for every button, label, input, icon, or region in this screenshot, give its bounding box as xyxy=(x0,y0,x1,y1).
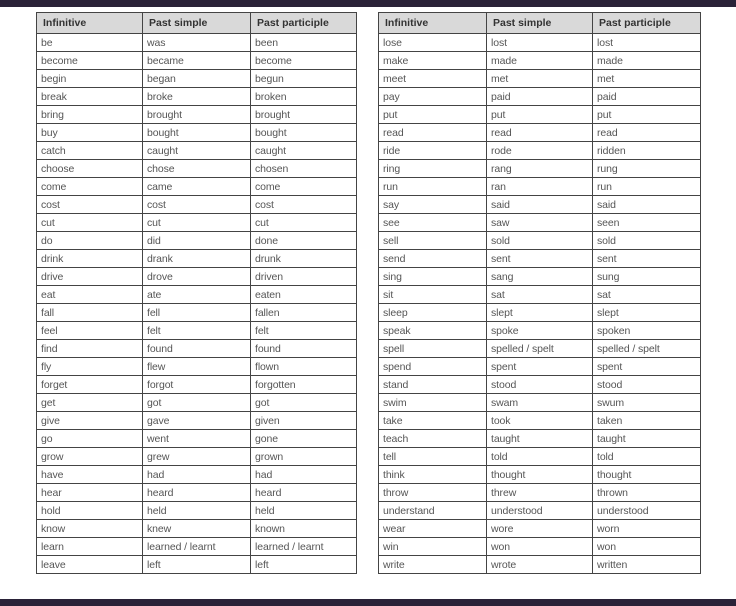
past-participle-cell: broken xyxy=(251,88,357,106)
table-row xyxy=(379,304,701,322)
table-row xyxy=(379,232,701,250)
past-simple-cell: spelled / spelt xyxy=(487,340,593,358)
table-header-row xyxy=(37,13,357,34)
infinitive-cell: cost xyxy=(37,196,143,214)
table-row xyxy=(37,160,357,178)
infinitive-cell: spell xyxy=(379,340,487,358)
past-simple-cell: bought xyxy=(143,124,251,142)
infinitive-cell: win xyxy=(379,538,487,556)
infinitive-cell: hear xyxy=(37,484,143,502)
past-simple-cell: had xyxy=(143,466,251,484)
past-simple-cell: rang xyxy=(487,160,593,178)
past-participle-cell: been xyxy=(251,34,357,52)
table-row xyxy=(37,430,357,448)
past-participle-cell: grown xyxy=(251,448,357,466)
past-participle-cell: said xyxy=(593,196,701,214)
table-row xyxy=(37,376,357,394)
past-participle-cell: begun xyxy=(251,70,357,88)
infinitive-cell: cut xyxy=(37,214,143,232)
table-row xyxy=(379,250,701,268)
past-simple-cell: left xyxy=(143,556,251,574)
table-row xyxy=(379,448,701,466)
infinitive-cell: get xyxy=(37,394,143,412)
past-participle-cell: swum xyxy=(593,394,701,412)
infinitive-cell: lose xyxy=(379,34,487,52)
infinitive-cell: sell xyxy=(379,232,487,250)
infinitive-cell: teach xyxy=(379,430,487,448)
past-simple-cell: made xyxy=(487,52,593,70)
past-participle-cell: sent xyxy=(593,250,701,268)
table-row xyxy=(37,448,357,466)
past-participle-cell: become xyxy=(251,52,357,70)
table-row xyxy=(379,520,701,538)
past-participle-cell: gone xyxy=(251,430,357,448)
infinitive-cell: choose xyxy=(37,160,143,178)
infinitive-cell: take xyxy=(379,412,487,430)
table-row xyxy=(379,358,701,376)
infinitive-cell: read xyxy=(379,124,487,142)
table-row xyxy=(37,286,357,304)
infinitive-cell: sleep xyxy=(379,304,487,322)
table-row xyxy=(379,196,701,214)
past-simple-cell: read xyxy=(487,124,593,142)
past-simple-cell: sat xyxy=(487,286,593,304)
past-simple-cell: felt xyxy=(143,322,251,340)
past-simple-cell: saw xyxy=(487,214,593,232)
table-row xyxy=(37,466,357,484)
table-row xyxy=(37,178,357,196)
infinitive-cell: tell xyxy=(379,448,487,466)
table-row xyxy=(37,412,357,430)
past-participle-cell: spoken xyxy=(593,322,701,340)
table-row xyxy=(379,412,701,430)
irregular-verbs-table-right xyxy=(378,12,701,574)
past-participle-cell: thought xyxy=(593,466,701,484)
past-participle-cell: won xyxy=(593,538,701,556)
past-simple-cell: wrote xyxy=(487,556,593,574)
infinitive-cell: spend xyxy=(379,358,487,376)
infinitive-cell: think xyxy=(379,466,487,484)
past-simple-cell: drove xyxy=(143,268,251,286)
table-row xyxy=(37,538,357,556)
table-row xyxy=(379,214,701,232)
past-participle-cell: felt xyxy=(251,322,357,340)
past-participle-cell: thrown xyxy=(593,484,701,502)
past-participle-cell: slept xyxy=(593,304,701,322)
infinitive-cell: come xyxy=(37,178,143,196)
infinitive-cell: give xyxy=(37,412,143,430)
header-past-simple: Past simple xyxy=(143,13,251,34)
table-row xyxy=(379,376,701,394)
infinitive-cell: fly xyxy=(37,358,143,376)
table-row xyxy=(37,340,357,358)
infinitive-cell: go xyxy=(37,430,143,448)
infinitive-cell: wear xyxy=(379,520,487,538)
past-simple-cell: put xyxy=(487,106,593,124)
past-participle-cell: spent xyxy=(593,358,701,376)
infinitive-cell: write xyxy=(379,556,487,574)
past-participle-cell: chosen xyxy=(251,160,357,178)
past-simple-cell: cut xyxy=(143,214,251,232)
infinitive-cell: leave xyxy=(37,556,143,574)
infinitive-cell: break xyxy=(37,88,143,106)
past-simple-cell: met xyxy=(487,70,593,88)
past-simple-cell: flew xyxy=(143,358,251,376)
past-simple-cell: became xyxy=(143,52,251,70)
past-simple-cell: swam xyxy=(487,394,593,412)
table-row xyxy=(37,484,357,502)
infinitive-cell: hold xyxy=(37,502,143,520)
past-participle-cell: ridden xyxy=(593,142,701,160)
past-participle-cell: got xyxy=(251,394,357,412)
past-participle-cell: caught xyxy=(251,142,357,160)
past-participle-cell: cost xyxy=(251,196,357,214)
past-participle-cell: cut xyxy=(251,214,357,232)
table-row xyxy=(379,268,701,286)
infinitive-cell: sit xyxy=(379,286,487,304)
table-row xyxy=(379,502,701,520)
table-row xyxy=(379,484,701,502)
past-participle-cell: understood xyxy=(593,502,701,520)
past-simple-cell: held xyxy=(143,502,251,520)
past-simple-cell: was xyxy=(143,34,251,52)
past-participle-cell: driven xyxy=(251,268,357,286)
past-participle-cell: left xyxy=(251,556,357,574)
past-simple-cell: won xyxy=(487,538,593,556)
irregular-verbs-page xyxy=(0,7,736,599)
past-participle-cell: made xyxy=(593,52,701,70)
infinitive-cell: send xyxy=(379,250,487,268)
table-row xyxy=(37,34,357,52)
header-infinitive: Infinitive xyxy=(37,13,143,34)
infinitive-cell: ride xyxy=(379,142,487,160)
infinitive-cell: fall xyxy=(37,304,143,322)
past-simple-cell: drank xyxy=(143,250,251,268)
infinitive-cell: put xyxy=(379,106,487,124)
past-simple-cell: understood xyxy=(487,502,593,520)
past-participle-cell: taken xyxy=(593,412,701,430)
past-participle-cell: held xyxy=(251,502,357,520)
past-participle-cell: read xyxy=(593,124,701,142)
past-simple-cell: took xyxy=(487,412,593,430)
past-participle-cell: fallen xyxy=(251,304,357,322)
table-row xyxy=(379,70,701,88)
table-row xyxy=(379,430,701,448)
past-simple-cell: rode xyxy=(487,142,593,160)
infinitive-cell: stand xyxy=(379,376,487,394)
header-past-participle: Past participle xyxy=(593,13,701,34)
table-row xyxy=(379,178,701,196)
past-participle-cell: done xyxy=(251,232,357,250)
infinitive-cell: pay xyxy=(379,88,487,106)
table-row xyxy=(379,538,701,556)
past-participle-cell: brought xyxy=(251,106,357,124)
past-participle-cell: forgotten xyxy=(251,376,357,394)
header-past-participle: Past participle xyxy=(251,13,357,34)
table-row xyxy=(37,232,357,250)
past-simple-cell: began xyxy=(143,70,251,88)
past-participle-cell: sold xyxy=(593,232,701,250)
infinitive-cell: know xyxy=(37,520,143,538)
table-row xyxy=(379,322,701,340)
past-participle-cell: found xyxy=(251,340,357,358)
past-simple-cell: brought xyxy=(143,106,251,124)
past-simple-cell: heard xyxy=(143,484,251,502)
past-simple-cell: ran xyxy=(487,178,593,196)
infinitive-cell: be xyxy=(37,34,143,52)
infinitive-cell: say xyxy=(379,196,487,214)
past-participle-cell: stood xyxy=(593,376,701,394)
infinitive-cell: begin xyxy=(37,70,143,88)
infinitive-cell: sing xyxy=(379,268,487,286)
past-simple-cell: forgot xyxy=(143,376,251,394)
infinitive-cell: bring xyxy=(37,106,143,124)
past-simple-cell: lost xyxy=(487,34,593,52)
table-row xyxy=(37,520,357,538)
table-row xyxy=(37,358,357,376)
infinitive-cell: ring xyxy=(379,160,487,178)
table-row xyxy=(37,106,357,124)
table-row xyxy=(37,304,357,322)
infinitive-cell: meet xyxy=(379,70,487,88)
past-participle-cell: given xyxy=(251,412,357,430)
infinitive-cell: see xyxy=(379,214,487,232)
past-simple-cell: wore xyxy=(487,520,593,538)
table-row xyxy=(379,88,701,106)
table-row xyxy=(37,394,357,412)
past-simple-cell: learned / learnt xyxy=(143,538,251,556)
past-simple-cell: grew xyxy=(143,448,251,466)
past-participle-cell: drunk xyxy=(251,250,357,268)
past-participle-cell: written xyxy=(593,556,701,574)
past-simple-cell: said xyxy=(487,196,593,214)
past-simple-cell: went xyxy=(143,430,251,448)
table-row xyxy=(379,124,701,142)
past-participle-cell: come xyxy=(251,178,357,196)
past-simple-cell: knew xyxy=(143,520,251,538)
infinitive-cell: find xyxy=(37,340,143,358)
past-simple-cell: told xyxy=(487,448,593,466)
table-row xyxy=(37,196,357,214)
table-row xyxy=(379,394,701,412)
past-participle-cell: spelled / spelt xyxy=(593,340,701,358)
past-participle-cell: told xyxy=(593,448,701,466)
infinitive-cell: speak xyxy=(379,322,487,340)
infinitive-cell: forget xyxy=(37,376,143,394)
past-participle-cell: known xyxy=(251,520,357,538)
infinitive-cell: eat xyxy=(37,286,143,304)
table-row xyxy=(37,124,357,142)
past-simple-cell: caught xyxy=(143,142,251,160)
table-row xyxy=(37,88,357,106)
table-row xyxy=(37,142,357,160)
past-simple-cell: did xyxy=(143,232,251,250)
infinitive-cell: catch xyxy=(37,142,143,160)
past-participle-cell: bought xyxy=(251,124,357,142)
past-simple-cell: broke xyxy=(143,88,251,106)
infinitive-cell: run xyxy=(379,178,487,196)
past-simple-cell: ate xyxy=(143,286,251,304)
past-participle-cell: run xyxy=(593,178,701,196)
table-row xyxy=(37,214,357,232)
past-simple-cell: came xyxy=(143,178,251,196)
table-row xyxy=(379,142,701,160)
past-participle-cell: learned / learnt xyxy=(251,538,357,556)
past-simple-cell: threw xyxy=(487,484,593,502)
infinitive-cell: feel xyxy=(37,322,143,340)
past-simple-cell: sent xyxy=(487,250,593,268)
past-participle-cell: eaten xyxy=(251,286,357,304)
past-participle-cell: met xyxy=(593,70,701,88)
table-header-row xyxy=(379,13,701,34)
table-row xyxy=(37,52,357,70)
past-simple-cell: spent xyxy=(487,358,593,376)
past-participle-cell: had xyxy=(251,466,357,484)
past-simple-cell: slept xyxy=(487,304,593,322)
past-simple-cell: cost xyxy=(143,196,251,214)
past-simple-cell: spoke xyxy=(487,322,593,340)
past-participle-cell: taught xyxy=(593,430,701,448)
header-infinitive: Infinitive xyxy=(379,13,487,34)
table-row xyxy=(379,340,701,358)
infinitive-cell: learn xyxy=(37,538,143,556)
table-row xyxy=(379,34,701,52)
past-simple-cell: paid xyxy=(487,88,593,106)
past-participle-cell: heard xyxy=(251,484,357,502)
past-simple-cell: fell xyxy=(143,304,251,322)
table-row xyxy=(379,106,701,124)
infinitive-cell: drive xyxy=(37,268,143,286)
past-simple-cell: got xyxy=(143,394,251,412)
table-row xyxy=(379,466,701,484)
infinitive-cell: make xyxy=(379,52,487,70)
irregular-verbs-table-left xyxy=(36,12,357,574)
past-simple-cell: sold xyxy=(487,232,593,250)
past-participle-cell: lost xyxy=(593,34,701,52)
past-participle-cell: rung xyxy=(593,160,701,178)
past-simple-cell: gave xyxy=(143,412,251,430)
past-participle-cell: sat xyxy=(593,286,701,304)
infinitive-cell: become xyxy=(37,52,143,70)
table-row xyxy=(379,52,701,70)
table-row xyxy=(37,556,357,574)
infinitive-cell: do xyxy=(37,232,143,250)
past-participle-cell: flown xyxy=(251,358,357,376)
table-row xyxy=(379,286,701,304)
infinitive-cell: understand xyxy=(379,502,487,520)
past-participle-cell: put xyxy=(593,106,701,124)
past-simple-cell: sang xyxy=(487,268,593,286)
table-row xyxy=(37,250,357,268)
infinitive-cell: swim xyxy=(379,394,487,412)
past-simple-cell: taught xyxy=(487,430,593,448)
past-participle-cell: sung xyxy=(593,268,701,286)
past-participle-cell: worn xyxy=(593,520,701,538)
past-participle-cell: seen xyxy=(593,214,701,232)
infinitive-cell: drink xyxy=(37,250,143,268)
past-simple-cell: thought xyxy=(487,466,593,484)
table-row xyxy=(37,70,357,88)
past-simple-cell: chose xyxy=(143,160,251,178)
header-past-simple: Past simple xyxy=(487,13,593,34)
table-row xyxy=(37,268,357,286)
infinitive-cell: grow xyxy=(37,448,143,466)
table-row xyxy=(379,160,701,178)
table-row xyxy=(379,556,701,574)
table-row xyxy=(37,322,357,340)
past-simple-cell: stood xyxy=(487,376,593,394)
infinitive-cell: buy xyxy=(37,124,143,142)
infinitive-cell: have xyxy=(37,466,143,484)
past-participle-cell: paid xyxy=(593,88,701,106)
past-simple-cell: found xyxy=(143,340,251,358)
infinitive-cell: throw xyxy=(379,484,487,502)
table-row xyxy=(37,502,357,520)
